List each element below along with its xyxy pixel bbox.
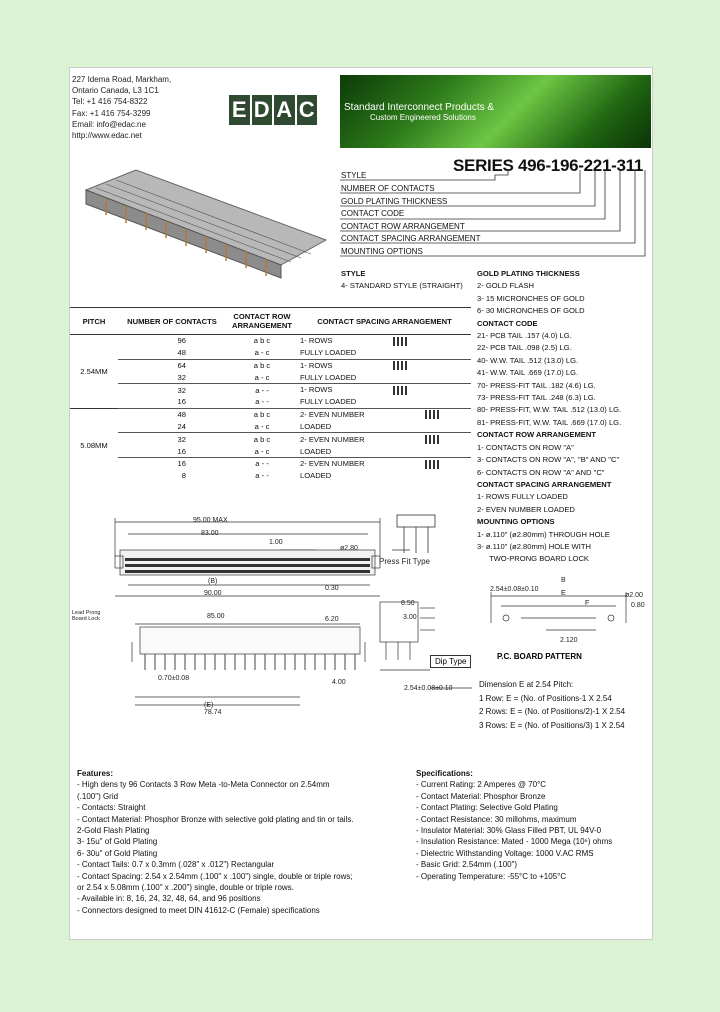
row-arrangement-cell: a - c bbox=[254, 421, 270, 431]
row-arrangement-cell: a - c bbox=[254, 348, 270, 358]
contact-pattern-icon bbox=[393, 337, 409, 346]
email: Email: info@edac.ne bbox=[72, 119, 146, 129]
dim-label: F bbox=[585, 600, 590, 607]
feature-line: (.100") Grid bbox=[77, 791, 119, 801]
contacts-cell: 32 bbox=[177, 372, 186, 382]
specifications-heading: Specifications: bbox=[416, 769, 473, 778]
spacing-cell bbox=[298, 359, 471, 371]
pitch-cell: 2.54MM bbox=[70, 335, 118, 409]
spacing-text: 2- EVEN NUMBER bbox=[300, 434, 365, 444]
dim-label: (B) bbox=[208, 578, 218, 585]
spacing-cell bbox=[298, 396, 471, 408]
spacing-text: LOADED bbox=[300, 421, 332, 431]
dimension-line: 2 Rows: E = (No. of Positions/2)-1 X 2.54 bbox=[479, 707, 626, 716]
feature-line: - Available in: 8, 16, 24, 32, 48, 64, and 96 positions bbox=[77, 894, 261, 904]
spacing-text: LOADED bbox=[300, 446, 332, 456]
logo-letter: A bbox=[274, 95, 295, 125]
feature-line: - Connectors designed to meet DIN 41612-C (Female) specifications bbox=[77, 905, 320, 915]
series-title: SERIES 496-196-221-311 bbox=[453, 156, 643, 175]
spec-line: - Operating Temperature: -55°C to +105°C bbox=[416, 871, 567, 881]
tagline-banner bbox=[340, 75, 651, 148]
feature-line: 3- 15u" of Gold Plating bbox=[77, 837, 158, 847]
dip-type-label: Dip Type bbox=[430, 655, 471, 668]
code-label: CONTACT SPACING ARRANGEMENT bbox=[341, 234, 481, 243]
code-leader-lines bbox=[340, 170, 650, 260]
feature-line: - High dens ty 96 Contacts 3 Row Meta -to-Meta Connector on 2.54mm bbox=[77, 780, 330, 790]
dim-label: 2.120 bbox=[560, 637, 578, 644]
row-arrangement-cell: a - - bbox=[226, 384, 298, 396]
feature-line: - Contact Material: Phosphor Bronze with selective gold plating and tin or tails. bbox=[77, 814, 354, 824]
dimension-line: 3 Rows: E = (No. of Positions/3) 1 X 2.54 bbox=[479, 720, 625, 730]
spec-line: - Current Rating: 2 Amperes @ 70°C bbox=[416, 780, 547, 790]
mounting-heading: MOUNTING OPTIONS bbox=[477, 517, 555, 527]
contact-pattern-icon bbox=[425, 435, 441, 444]
contact-code-item: 21- PCB TAIL .157 (4.0) LG. bbox=[477, 331, 572, 341]
feature-line: - Contact Tails: 0.7 x 0.3mm (.028" x .012") Rectangular bbox=[77, 860, 275, 870]
options-block bbox=[477, 268, 621, 566]
style-item: 4- STANDARD STYLE (STRAIGHT) bbox=[341, 281, 463, 291]
mounting-item: TWO-PRONG BOARD LOCK bbox=[489, 554, 589, 564]
spacing-cell bbox=[298, 421, 471, 433]
code-label: CONTACT ROW ARRANGEMENT bbox=[341, 222, 465, 231]
mounting-item: 1- ø.110" (ø2.80mm) THROUGH HOLE bbox=[477, 529, 610, 539]
dim-label: 6.20 bbox=[325, 616, 339, 623]
spec-line: - Contact Plating: Selective Gold Plating bbox=[416, 803, 558, 813]
row-arrangement-heading: CONTACT ROW ARRANGEMENT bbox=[477, 430, 596, 440]
spacing-heading: CONTACT SPACING ARRANGEMENT bbox=[477, 479, 612, 489]
feature-line: 6- 30u" of Gold Plating bbox=[77, 848, 158, 858]
table-row bbox=[70, 347, 471, 359]
contacts-cell: 16 bbox=[177, 446, 186, 456]
dim-label: 0.70±0.08 bbox=[158, 675, 190, 682]
spacing-cell bbox=[298, 433, 471, 445]
configuration-table bbox=[70, 307, 471, 482]
fax: Fax: +1 416 754-3299 bbox=[72, 108, 151, 118]
spacing-cell bbox=[298, 408, 471, 420]
table-row bbox=[70, 335, 471, 347]
dim-label: 85.00 bbox=[207, 613, 225, 620]
dim-label: 0.30 bbox=[325, 585, 339, 592]
contact-code-item: 22- PCB TAIL .098 (2.5) LG. bbox=[477, 343, 572, 353]
contact-code-item: 80- PRESS-FIT, W.W. TAIL .512 (13.0) LG. bbox=[477, 405, 622, 415]
row-arrangement-cell: a b c bbox=[226, 433, 298, 445]
dim-label: 95.00 MAX bbox=[193, 517, 228, 524]
contact-code-item: 70- PRESS-FIT TAIL .182 (4.6) LG. bbox=[477, 380, 596, 390]
spacing-item: 1- ROWS FULLY LOADED bbox=[477, 492, 568, 502]
code-label: STYLE bbox=[341, 171, 367, 180]
pcb-pattern-title: P.C. BOARD PATTERN bbox=[497, 652, 582, 661]
dim-label: (E) bbox=[204, 702, 214, 709]
spacing-cell bbox=[298, 335, 471, 347]
code-label: CONTACT CODE bbox=[341, 209, 405, 218]
row-arrangement-cell: a - c bbox=[254, 446, 270, 456]
gold-item: 3- 15 MICRONCHES OF GOLD bbox=[477, 293, 585, 303]
row-arrangement-item: 6- CONTACTS ON ROW "A" AND "C" bbox=[477, 467, 605, 477]
dim-label: 78.74 bbox=[204, 709, 222, 716]
spec-line: - Dielectric Withstanding Voltage: 1000 V.AC RMS bbox=[416, 848, 594, 858]
contact-pattern-icon bbox=[393, 361, 409, 370]
spacing-text: 2- EVEN NUMBER bbox=[300, 459, 365, 469]
row-arrangement-cell: a - - bbox=[226, 457, 298, 469]
table-row bbox=[70, 359, 471, 371]
spacing-cell bbox=[298, 347, 471, 359]
dimension-line: 1 Row: E = (No. of Positions-1 X 2.54 bbox=[479, 693, 612, 703]
spacing-text: 2- EVEN NUMBER bbox=[300, 409, 365, 419]
col-spacing: CONTACT SPACING ARRANGEMENT bbox=[298, 308, 471, 335]
table-row bbox=[70, 445, 471, 457]
contact-code-item: 73- PRESS-FIT TAIL .248 (6.3) LG. bbox=[477, 393, 596, 403]
spacing-text: FULLY LOADED bbox=[300, 348, 357, 358]
row-arrangement-item: 1- CONTACTS ON ROW "A" bbox=[477, 442, 574, 452]
logo-letter: D bbox=[252, 95, 273, 125]
contacts-cell: 8 bbox=[181, 471, 186, 481]
tagline-1: Standard Interconnect Products & bbox=[344, 102, 495, 113]
contact-pattern-icon bbox=[425, 410, 441, 419]
dim-label: 0.80 bbox=[631, 602, 645, 609]
feature-line: - Contact Spacing: 2.54 x 2.54mm (.100" x .100") single, double or triple rows; bbox=[77, 871, 353, 881]
table-row bbox=[70, 396, 471, 408]
dim-label: 90.00 bbox=[204, 590, 222, 597]
table-row bbox=[70, 371, 471, 383]
spacing-cell bbox=[298, 445, 471, 457]
mounting-item: 3- ø.110" (ø2.80mm) HOLE WITH bbox=[477, 541, 591, 551]
spacing-item: 2- EVEN NUMBER LOADED bbox=[477, 504, 575, 514]
dip-type-drawing bbox=[360, 600, 480, 695]
contacts-cell: 16 bbox=[118, 457, 226, 469]
contacts-cell: 32 bbox=[118, 433, 226, 445]
row-arrangement-cell: a - - bbox=[255, 471, 269, 481]
address-line: Ontario Canada, L3 1C1 bbox=[72, 86, 159, 96]
pitch-cell: 5.08MM bbox=[70, 408, 118, 481]
dimension-line: Dimension E at 2.54 Pitch: bbox=[479, 680, 574, 689]
spacing-text: FULLY LOADED bbox=[300, 397, 357, 407]
contacts-cell: 24 bbox=[177, 421, 186, 431]
contacts-cell: 64 bbox=[118, 359, 226, 371]
code-label: GOLD PLATING THICKNESS bbox=[341, 197, 448, 206]
feature-line: or 2.54 x 5.08mm (.100" x .200") single, double or triple rows. bbox=[77, 883, 294, 893]
contact-code-heading: CONTACT CODE bbox=[477, 318, 538, 328]
gold-item: 6- 30 MICRONCHES OF GOLD bbox=[477, 306, 585, 316]
spec-line: - Contact Material: Phosphor Bronze bbox=[416, 791, 546, 801]
spacing-text: 1- ROWS bbox=[300, 360, 333, 370]
spacing-cell bbox=[298, 384, 471, 396]
contact-code-item: 40- W.W. TAIL .512 (13.0) LG. bbox=[477, 355, 579, 365]
specifications-section bbox=[416, 768, 646, 882]
dim-label: ø2.00 bbox=[625, 592, 643, 599]
spacing-cell bbox=[298, 470, 471, 482]
address-line: 227 Idema Road, Markham, bbox=[72, 75, 172, 84]
dim-label: B bbox=[561, 577, 566, 584]
col-contacts: NUMBER OF CONTACTS bbox=[118, 308, 226, 335]
row-arrangement-cell: a - - bbox=[255, 397, 269, 407]
press-fit-label: Press Fit Type bbox=[379, 557, 430, 566]
feature-line: - Contacts: Straight bbox=[77, 803, 146, 813]
spacing-cell bbox=[298, 457, 471, 469]
dim-label: 3.00 bbox=[403, 614, 417, 621]
dim-label: 8.50 bbox=[401, 600, 415, 607]
features-heading: Features: bbox=[77, 769, 114, 778]
spec-line: - Insulation Resistance: Mated - 1000 Mega (10⁶) ohms bbox=[416, 837, 613, 847]
col-row-arrangement: CONTACT ROW ARRANGEMENT bbox=[226, 308, 298, 335]
contact-pattern-icon bbox=[425, 460, 441, 469]
table-row bbox=[70, 457, 471, 469]
dim-label: 83.00 bbox=[201, 530, 219, 537]
row-arrangement-cell: a b c bbox=[226, 408, 298, 420]
code-label: NUMBER OF CONTACTS bbox=[341, 184, 435, 193]
edac-logo bbox=[229, 95, 317, 125]
spacing-text: 1- ROWS bbox=[300, 385, 333, 395]
spec-line: - Basic Grid: 2.54mm (.100") bbox=[416, 860, 518, 870]
dim-label: 1.00 bbox=[269, 539, 283, 546]
spacing-text: FULLY LOADED bbox=[300, 372, 357, 382]
table-row bbox=[70, 384, 471, 396]
row-arrangement-cell: a - c bbox=[254, 372, 270, 382]
dim-label: 4.00 bbox=[332, 679, 346, 686]
contact-code-item: 41- W.W. TAIL .669 (17.0) LG. bbox=[477, 368, 579, 378]
spacing-cell bbox=[298, 371, 471, 383]
dim-label: 2.54±0.08±0.10 bbox=[404, 685, 453, 692]
style-heading: STYLE bbox=[341, 269, 366, 278]
row-arrangement-cell: a b c bbox=[226, 359, 298, 371]
logo-letter: E bbox=[229, 95, 250, 125]
gold-item: 2- GOLD FLASH bbox=[477, 281, 534, 291]
row-arrangement-cell: a b c bbox=[226, 335, 298, 347]
connector-image bbox=[76, 160, 336, 280]
logo-letter: C bbox=[297, 95, 318, 125]
spec-line: - Contact Resistance: 30 millohms, maximum bbox=[416, 814, 577, 824]
spacing-text: LOADED bbox=[300, 471, 332, 481]
gold-heading: GOLD PLATING THICKNESS bbox=[477, 269, 580, 278]
dimension-formulas bbox=[479, 678, 625, 732]
board-lock-note: Lead Prong Board Lock bbox=[72, 610, 101, 622]
style-block bbox=[341, 268, 463, 293]
feature-line: 2-Gold Flash Plating bbox=[77, 826, 150, 836]
contact-pattern-icon bbox=[393, 386, 409, 395]
spec-line: - Insulator Material: 30% Glass Filled PBT, UL 94V-0 bbox=[416, 826, 602, 836]
contacts-cell: 96 bbox=[118, 335, 226, 347]
press-fit-pins bbox=[392, 513, 442, 558]
dim-label: ø2.80 bbox=[340, 545, 358, 552]
website: http://www.edac.net bbox=[72, 131, 142, 141]
dim-label: 2.54±0.08±0.10 bbox=[490, 586, 539, 593]
phone: Tel: +1 416 754-8322 bbox=[72, 97, 148, 107]
code-label: MOUNTING OPTIONS bbox=[341, 247, 423, 256]
tagline-2: Custom Engineered Solutions bbox=[370, 113, 476, 122]
table-row bbox=[70, 408, 471, 420]
contacts-cell: 16 bbox=[177, 397, 186, 407]
contacts-cell: 32 bbox=[118, 384, 226, 396]
table-row bbox=[70, 470, 471, 482]
table-row bbox=[70, 421, 471, 433]
contacts-cell: 48 bbox=[118, 408, 226, 420]
spacing-text: 1- ROWS bbox=[300, 336, 333, 346]
col-pitch: PITCH bbox=[70, 308, 118, 335]
table-row bbox=[70, 433, 471, 445]
features-section bbox=[77, 768, 407, 916]
company-address bbox=[72, 74, 171, 141]
dim-label: E bbox=[561, 590, 566, 597]
contacts-cell: 48 bbox=[177, 348, 186, 358]
contact-code-item: 81- PRESS-FIT, W.W. TAIL .669 (17.0) LG. bbox=[477, 417, 622, 427]
row-arrangement-item: 3- CONTACTS ON ROW "A", "B" AND "C" bbox=[477, 455, 620, 465]
